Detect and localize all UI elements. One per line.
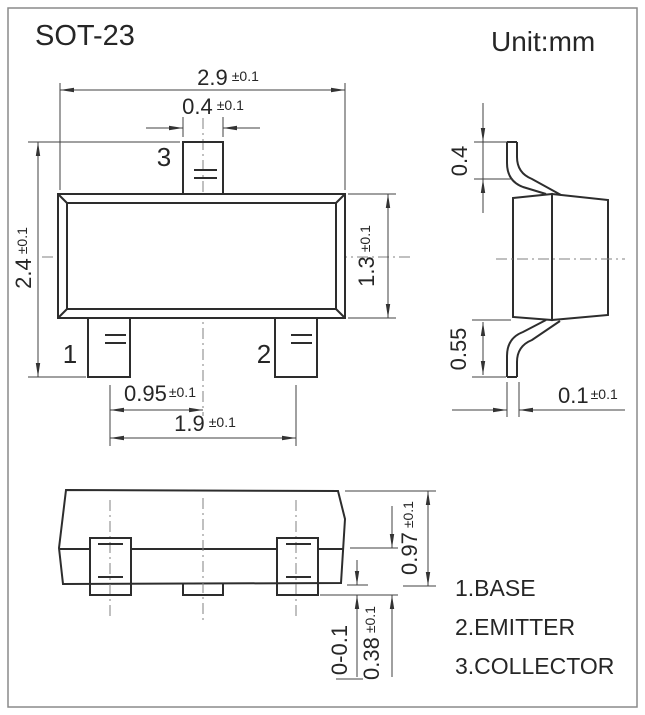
body-right-face xyxy=(552,194,608,320)
pin1-number: 1 xyxy=(62,339,78,369)
legend-pin3: 3.COLLECTOR xyxy=(455,653,615,679)
dim-body-height-label: 1.3±0.1 xyxy=(354,225,379,287)
dim-pin-width xyxy=(146,94,260,137)
pin2-number: 2 xyxy=(256,339,272,369)
dim-lead-bottom-length xyxy=(446,320,511,377)
body-left-face xyxy=(513,194,552,320)
dim-lead-bottom-length-label: 0.55 xyxy=(446,327,471,371)
legend-pin2: 2.EMITTER xyxy=(455,614,576,640)
bottom-lead-profile xyxy=(507,320,560,377)
pin1-lead xyxy=(88,318,130,377)
top-lead-profile xyxy=(507,142,561,195)
front-view xyxy=(59,490,436,680)
dim-lead-thickness xyxy=(452,382,625,417)
pin3-bend-marks xyxy=(194,170,217,178)
pin3-number: 3 xyxy=(156,142,172,172)
dim-pin-pitch-label: 0.95 ±0.1 xyxy=(124,381,196,406)
pin1-bend-marks xyxy=(105,335,126,343)
dim-lead-thickness-label: 0.1 ±0.1 xyxy=(558,383,618,408)
dim-pin-width-label: 0.4 ±0.1 xyxy=(182,94,244,119)
pin-legend xyxy=(455,575,614,679)
dim-pin-span-label: 1.9 ±0.1 xyxy=(174,411,236,436)
side-view xyxy=(446,103,625,417)
pin2-lead xyxy=(275,318,317,377)
pin2-bend-marks xyxy=(291,335,312,343)
package-title: SOT-23 xyxy=(35,20,135,52)
dim-lead-height-label: 0.38±0.1 xyxy=(359,606,384,680)
dim-lead-top-length-label: 0.4 xyxy=(447,145,472,177)
dim-lead-top-length xyxy=(447,103,513,213)
dim-standoff-label: 0-0.1 xyxy=(327,624,352,676)
dim-body-height xyxy=(348,194,396,318)
dim-body-width-label: 2.9 ±0.1 xyxy=(197,65,259,90)
unit-label: Unit:mm xyxy=(491,26,596,57)
body-outline xyxy=(58,194,345,318)
page-border xyxy=(8,8,637,707)
dim-total-height-label: 2.4±0.1 xyxy=(11,227,36,289)
dim-body-thickness-label: 0.97±0.1 xyxy=(397,501,422,575)
top-view xyxy=(11,65,410,446)
legend-pin1: 1.BASE xyxy=(455,575,536,601)
